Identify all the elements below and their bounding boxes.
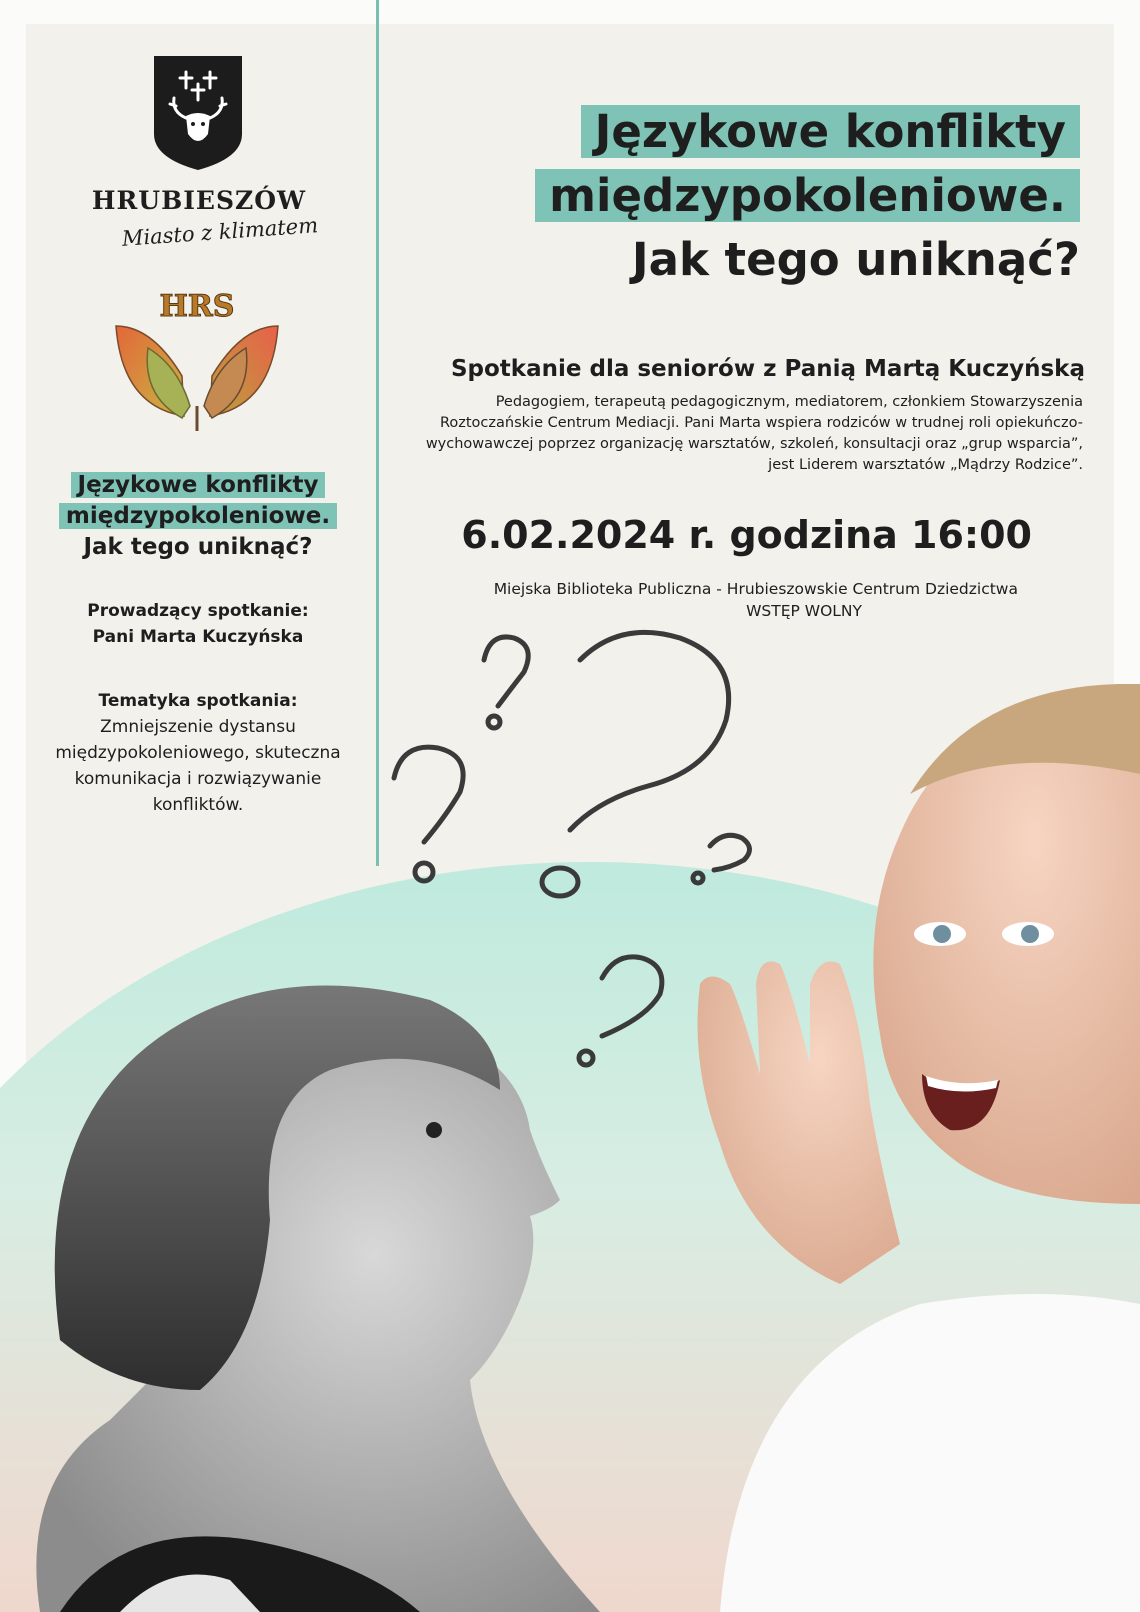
topic-line: Zmniejszenie dystansu	[100, 717, 296, 737]
sidebar-title-line1: Językowe konflikty	[71, 472, 326, 498]
topic-line: konfliktów.	[152, 795, 244, 815]
city-motto: Miasto z klimatem	[121, 213, 319, 251]
bio-line: Roztoczańskie Centrum Mediacji. Pani Marta wspiera rodziców w trudnej roli opiekuńczo-	[439, 415, 1083, 431]
bio-line: Pedagogiem, terapeutą pedagogicznym, mediatorem, członkiem Stowarzyszenia	[495, 394, 1083, 410]
main-title	[480, 100, 1080, 292]
host-block	[28, 598, 368, 650]
event-datetime: 6.02.2024 r. godzina 16:00	[461, 513, 1032, 557]
hrubieszow-crest-deer-icon	[152, 54, 244, 172]
city-name: HRUBIESZÓW	[91, 186, 307, 215]
host-label: Prowadzący spotkanie:	[87, 601, 309, 621]
hrs-leaves-logo-icon	[112, 286, 282, 436]
column-divider	[376, 0, 379, 866]
event-subtitle: Spotkanie dla seniorów z Panią Martą Kuczyńską	[450, 356, 1085, 382]
sidebar-title-line2: międzypokoleniowe.	[59, 503, 337, 529]
venue-name: Miejska Biblioteka Publiczna - Hrubieszowskie Centrum Dziedzictwa	[493, 580, 1018, 598]
elderly-woman-photo	[0, 920, 600, 1612]
topic-line: międzypokoleniowego, skuteczna	[55, 743, 341, 763]
main-title-line3: Jak tego uniknąć?	[631, 233, 1080, 286]
host-name: Pani Marta Kuczyńska	[92, 627, 304, 647]
venue-block	[440, 578, 1018, 622]
main-title-line2: międzypokoleniowe.	[535, 169, 1080, 222]
bio-line: wychowawczej poprzez organizację warsztatów, szkoleń, konsultacji oraz „grup wsparcia”,	[425, 436, 1083, 452]
topic-block	[28, 688, 368, 818]
admission-text: WSTĘP WOLNY	[746, 602, 862, 620]
speaker-bio	[414, 392, 1083, 476]
sidebar-title	[28, 470, 368, 563]
topic-label: Tematyka spotkania:	[98, 691, 298, 711]
main-title-line1: Językowe konflikty	[581, 105, 1080, 158]
whispering-girl-photo	[660, 684, 1140, 1612]
bio-line: jest Liderem warsztatów „Mądrzy Rodzice”.	[768, 457, 1083, 473]
hrs-logo-text: HRS	[159, 289, 235, 324]
topic-line: komunikacja i rozwiązywanie	[74, 769, 322, 789]
sidebar-title-line3: Jak tego uniknąć?	[83, 534, 313, 560]
